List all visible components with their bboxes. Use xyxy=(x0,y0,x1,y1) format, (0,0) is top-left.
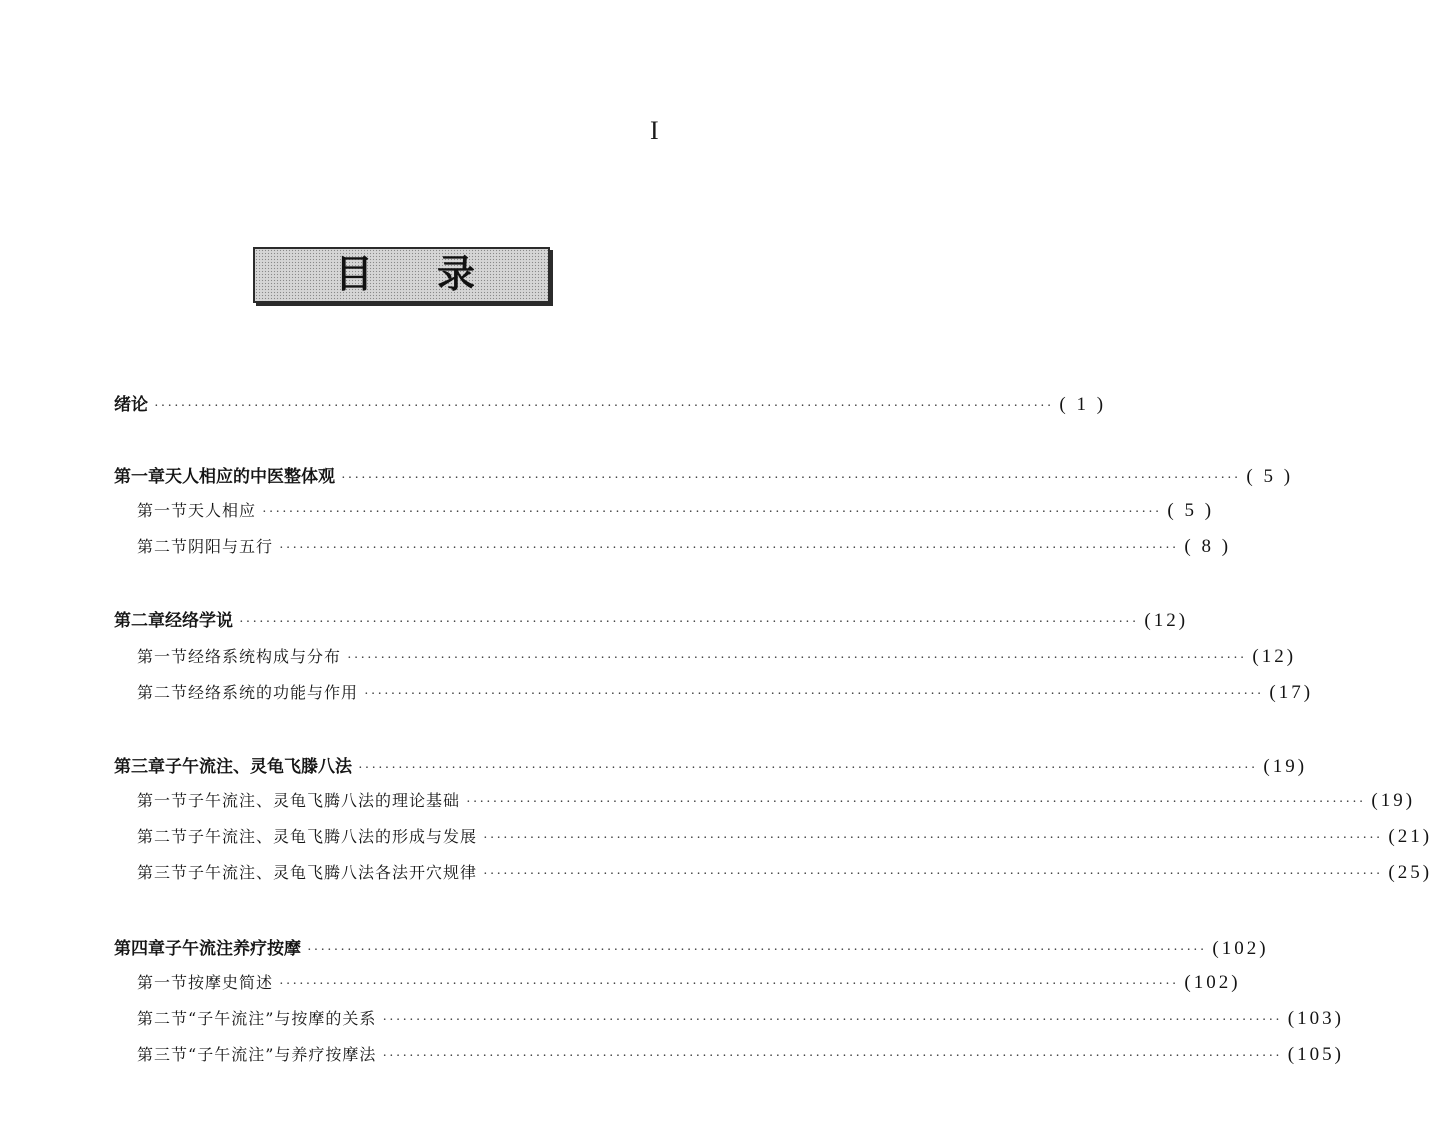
toc-leader-dots: ······································································································································· xyxy=(347,651,1247,666)
toc-entry-section-1-1[interactable] xyxy=(137,498,1215,526)
toc-page-ref: (25) xyxy=(1388,862,1432,883)
toc-entry-section-1-2[interactable] xyxy=(137,534,1232,562)
toc-leader-dots: ······································································································································· xyxy=(307,943,1207,958)
toc-leader-dots: ······································································································································· xyxy=(364,687,1264,702)
toc-page-ref: (17) xyxy=(1269,682,1314,703)
toc-section-title: “子午流注”与养疗按摩法 xyxy=(188,1045,377,1064)
toc-leader-dots: ······································································································································· xyxy=(382,1049,1282,1064)
toc-page-ref: ( 5 ) xyxy=(1246,466,1294,487)
toc-entry-chapter-1[interactable] xyxy=(114,462,1294,490)
toc-chapter-label: 第三章 xyxy=(114,757,165,777)
toc-leader-dots: ······································································································································· xyxy=(382,1013,1282,1028)
toc-page-ref: ( 1 ) xyxy=(1059,394,1107,415)
toc-section-label: 第二节 xyxy=(137,683,189,702)
toc-section-title: 子午流注、灵龟飞腾八法的理论基础 xyxy=(188,791,461,810)
toc-chapter-label: 第二章 xyxy=(114,611,165,631)
toc-leader-dots: ······································································································································· xyxy=(239,615,1139,630)
toc-chapter-title: 子午流注、灵龟飞滕八法 xyxy=(165,757,352,777)
toc-entry-section-2-1[interactable] xyxy=(137,644,1297,672)
toc-leader-dots: ······································································································································· xyxy=(279,541,1179,556)
toc-entry-section-2-2[interactable] xyxy=(137,680,1314,708)
toc-page-ref: (102) xyxy=(1212,938,1269,959)
toc-entry-section-3-3[interactable] xyxy=(137,860,1432,888)
toc-entry-section-3-2[interactable] xyxy=(137,824,1432,852)
toc-chapter-title: 子午流注养疗按摩 xyxy=(165,939,301,959)
toc-page-ref: (19) xyxy=(1263,756,1308,777)
toc-section-title: 按摩史简述 xyxy=(188,973,274,992)
toc-section-title: 阴阳与五行 xyxy=(188,537,274,556)
toc-section-label: 第一节 xyxy=(137,973,189,992)
toc-section-title: 天人相应 xyxy=(188,501,257,520)
toc-entry-chapter-2[interactable] xyxy=(114,606,1189,634)
toc-page-ref: (105) xyxy=(1287,1044,1344,1065)
toc-leader-dots: ······································································································································· xyxy=(262,505,1162,520)
toc-chapter-label: 第一章 xyxy=(114,467,165,487)
toc-leader-dots: ······································································································································· xyxy=(279,977,1179,992)
toc-entry-section-4-3[interactable] xyxy=(137,1042,1344,1070)
contents-heading-char-2: 录 xyxy=(437,252,476,296)
toc-section-title: “子午流注”与按摩的关系 xyxy=(188,1009,377,1028)
toc-section-title: 子午流注、灵龟飞腾八法各法开穴规律 xyxy=(188,863,478,882)
toc-chapter-title: 经络学说 xyxy=(165,611,233,631)
toc-section-label: 第一节 xyxy=(137,791,189,810)
toc-section-title: 子午流注、灵龟飞腾八法的形成与发展 xyxy=(188,827,478,846)
toc-page-ref: ( 5 ) xyxy=(1167,500,1215,521)
toc-page-ref: ( 8 ) xyxy=(1184,536,1232,557)
toc-entry-introduction[interactable] xyxy=(114,390,1107,418)
contents-heading-char-1: 目 xyxy=(335,252,374,296)
toc-entry-chapter-3[interactable] xyxy=(114,752,1308,780)
toc-section-label: 第一节 xyxy=(137,501,189,520)
toc-leader-dots: ······································································································································· xyxy=(483,867,1383,882)
page-number: I xyxy=(650,116,659,145)
toc-section-title: 经络系统构成与分布 xyxy=(188,647,342,666)
toc-chapter-label: 绪论 xyxy=(114,395,148,415)
toc-entry-chapter-4[interactable] xyxy=(114,934,1269,962)
toc-chapter-title: 天人相应的中医整体观 xyxy=(165,467,335,487)
toc-section-label: 第二节 xyxy=(137,1009,189,1028)
toc-leader-dots: ······································································································································· xyxy=(466,795,1366,810)
toc-section-label: 第二节 xyxy=(137,827,189,846)
toc-entry-section-4-2[interactable] xyxy=(137,1006,1344,1034)
toc-section-label: 第一节 xyxy=(137,647,189,666)
toc-leader-dots: ······································································································································· xyxy=(358,761,1258,776)
toc-page-ref: (102) xyxy=(1184,972,1241,993)
toc-page-ref: (21) xyxy=(1388,826,1432,847)
toc-leader-dots: ······································································································································· xyxy=(154,399,1054,414)
toc-section-label: 第三节 xyxy=(137,863,189,882)
toc-section-title: 经络系统的功能与作用 xyxy=(188,683,359,702)
toc-page-ref: (12) xyxy=(1144,610,1189,631)
toc-section-label: 第三节 xyxy=(137,1045,189,1064)
toc-leader-dots: ······································································································································· xyxy=(483,831,1383,846)
toc-section-label: 第二节 xyxy=(137,537,189,556)
toc-page-ref: (12) xyxy=(1252,646,1297,667)
toc-entry-section-3-1[interactable] xyxy=(137,788,1416,816)
toc-chapter-label: 第四章 xyxy=(114,939,165,959)
toc-leader-dots: ······································································································································· xyxy=(341,471,1241,486)
toc-page-ref: (19) xyxy=(1371,790,1416,811)
toc-entry-section-4-1[interactable] xyxy=(137,970,1241,998)
toc-page-ref: (103) xyxy=(1287,1008,1344,1029)
